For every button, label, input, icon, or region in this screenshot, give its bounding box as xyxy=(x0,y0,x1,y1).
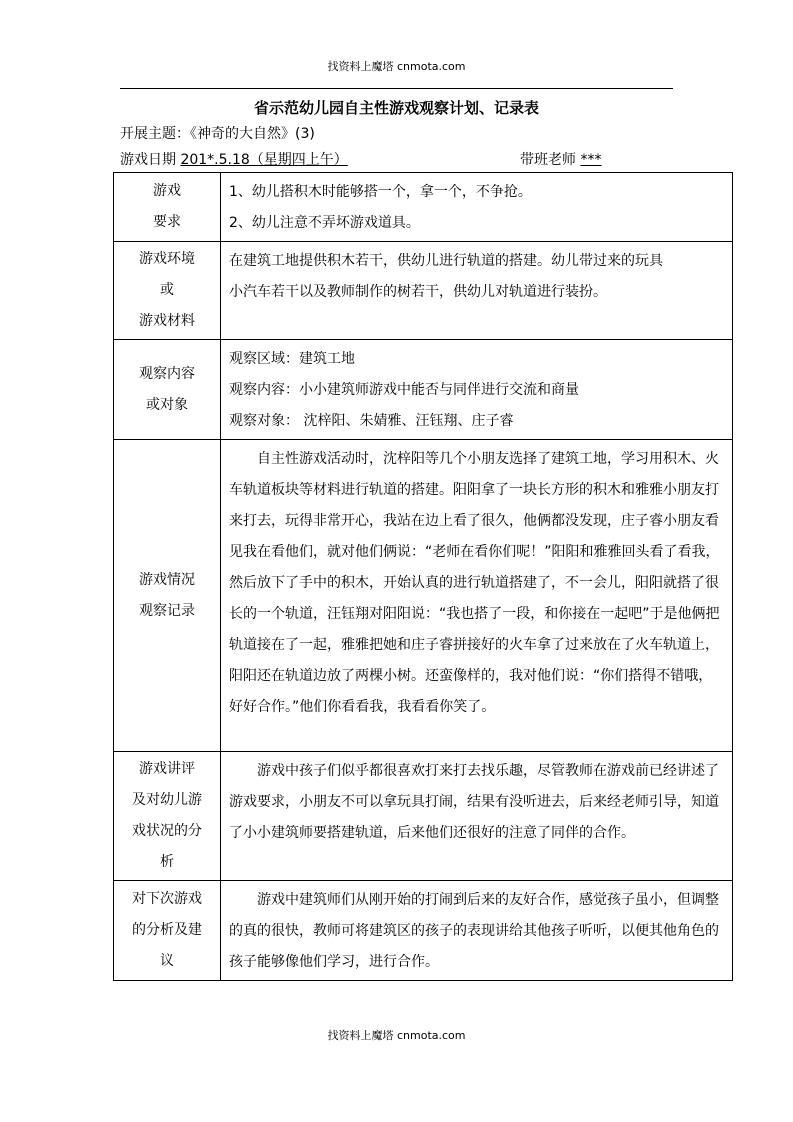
evaluation-text: 游戏中孩子们似乎都很喜欢打来打去找乐趣，尽管教师在游戏前已经讲述了游戏要求，小朋友不可以拿玩具打闹，结果有没听进去，后来经老师引导，知道了小小建筑师要搭建轨道，后来他们还很好的注意了同伴的合作。 xyxy=(229,763,719,841)
header-site-text: 找资料上魔塔 cnmota.com xyxy=(327,60,466,73)
requirement-item: 1、幼儿搭积木时能够搭一个，拿一个，不争抢。 xyxy=(229,184,532,200)
suggestion-content xyxy=(221,881,733,981)
page-title: 省示范幼儿园自主性游戏观察计划、记录表 xyxy=(253,99,539,117)
label-line: 游戏情况 xyxy=(139,571,195,588)
date-label: 游戏日期 xyxy=(120,152,176,168)
label-line: 或对象 xyxy=(146,396,188,413)
row-environment xyxy=(114,242,733,340)
row-record xyxy=(114,440,733,752)
row-requirements xyxy=(114,173,733,242)
suggestion-text: 游戏中建筑师们从刚开始的打闹到后来的友好合作，感觉孩子虽小，但调整的真的很快，教师可将建筑区的孩子的表现讲给其他孩子听听，以便其他角色的孩子能够像他们学习，进行合作。 xyxy=(229,892,719,970)
environment-label xyxy=(114,242,221,340)
row-observation xyxy=(114,340,733,440)
date-line xyxy=(120,149,348,169)
observation-line: 观察对象： 沈梓阳、朱婧雅、汪钰翔、庄子睿 xyxy=(229,413,514,429)
environment-line: 小汽车若干以及教师制作的树若干，供幼儿对轨道进行装扮。 xyxy=(229,284,607,300)
label-line: 观察记录 xyxy=(139,602,195,619)
teacher-value: *** xyxy=(580,152,602,168)
suggestion-label xyxy=(114,881,221,981)
label-line: 游戏 xyxy=(153,183,181,199)
theme-line: 开展主题：《神奇的大自然》(3) xyxy=(120,126,315,142)
requirements-label xyxy=(114,173,221,242)
label-line: 游戏环境 xyxy=(139,251,195,267)
label-line: 议 xyxy=(160,953,174,969)
observation-line: 观察内容：小小建筑师游戏中能否与同伴进行交流和商量 xyxy=(229,382,579,398)
label-line: 观察内容 xyxy=(139,365,195,382)
label-line: 对下次游戏 xyxy=(132,891,202,907)
header-divider xyxy=(120,88,673,89)
row-evaluation xyxy=(114,752,733,881)
observation-line: 观察区域：建筑工地 xyxy=(229,351,355,367)
record-content xyxy=(221,440,733,752)
row-suggestion xyxy=(114,881,733,981)
environment-line: 在建筑工地提供积木若干，供幼儿进行轨道的搭建。幼儿带过来的玩具 xyxy=(229,253,663,269)
label-line: 游戏讲评 xyxy=(139,761,195,777)
label-line: 或 xyxy=(160,282,174,298)
footer-site-text: 找资料上魔塔 cnmota.com xyxy=(327,1029,466,1042)
label-line: 要求 xyxy=(153,214,181,230)
requirement-item: 2、幼儿注意不弄坏游戏道具。 xyxy=(229,215,420,231)
teacher-label: 带班老师 xyxy=(520,152,576,168)
date-value: 201*.5.18（星期四上午） xyxy=(180,152,348,168)
record-text: 自主性游戏活动时，沈梓阳等几个小朋友选择了建筑工地，学习用积木、火车轨道板块等材料进行轨道的搭建。阳阳拿了一块长方形的积木和雅雅小朋友打来打去，玩得非常开心，我站在边上看了很久，他俩都没发现，庄子睿小朋友看见我在看他们，就对他们俩说：“老师在看你们呢！”阳阳和雅雅回头看了看我，然后放下了手中的积木，开始认真的进行轨道搭建了，不一会儿，阳阳就搭了很长的一个轨道，汪钰翔对阳阳说：“我也搭了一段，和你接在一起吧”于是他俩把轨道接在了一起，雅雅把她和庄子睿拼接好的火车拿了过来放在了火车轨道上，阳阳还在轨道边放了两棵小树。还蛮像样的，我对他们说：“你们搭得不错哦，好好合作。”他们你看看我，我看看你笑了。 xyxy=(229,451,720,715)
observation-label xyxy=(114,340,221,440)
teacher-line xyxy=(520,149,601,169)
label-line: 的分析及建 xyxy=(132,922,202,938)
requirements-content xyxy=(221,173,733,242)
label-line: 游戏材料 xyxy=(139,313,195,329)
observation-content xyxy=(221,340,733,440)
observation-table xyxy=(113,172,733,981)
environment-content xyxy=(221,242,733,340)
label-line: 戏状况的分 xyxy=(132,823,202,839)
evaluation-content xyxy=(221,752,733,881)
label-line: 析 xyxy=(160,854,174,870)
evaluation-label xyxy=(114,752,221,881)
record-label xyxy=(114,440,221,752)
label-line: 及对幼儿游 xyxy=(132,792,202,808)
